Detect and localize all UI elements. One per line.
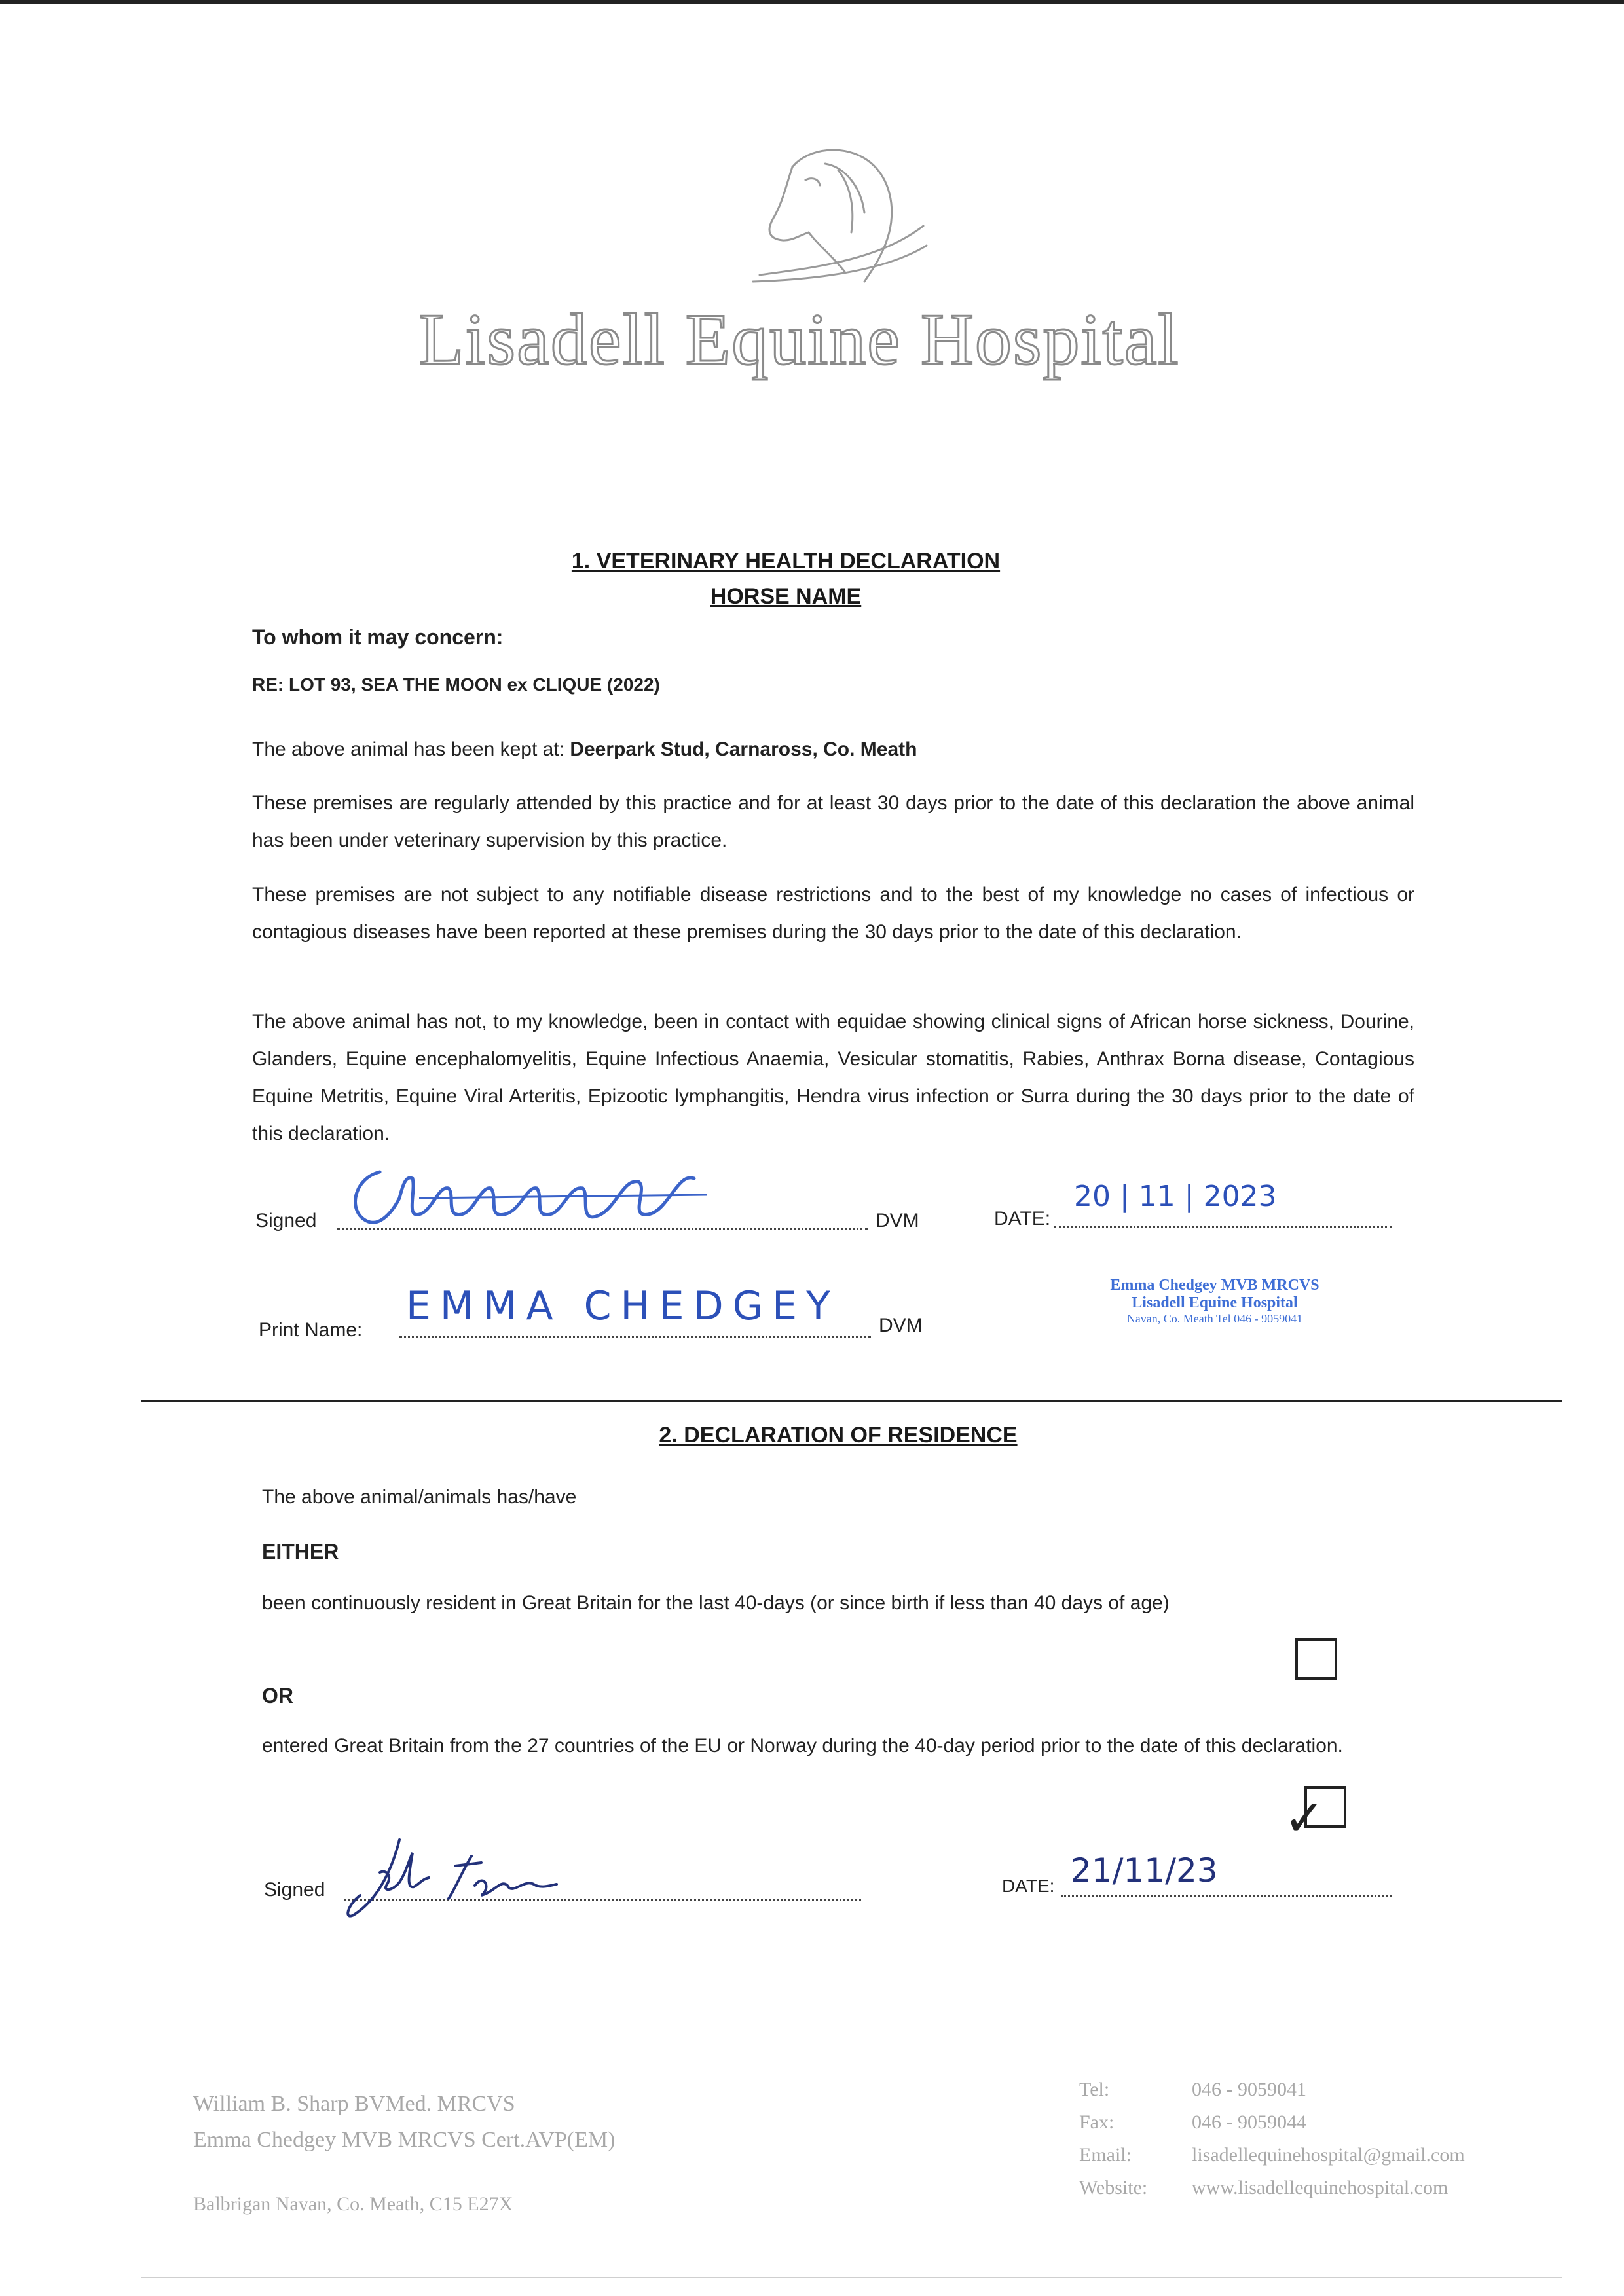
footer-vet-1: William B. Sharp BVMed. MRCVS xyxy=(193,2092,515,2116)
footer-fax-label: Fax: xyxy=(1079,2111,1115,2133)
dvm-label-1: DVM xyxy=(876,1210,919,1231)
footer-vet-2: Emma Chedgey MVB MRCVS Cert.AVP(EM) xyxy=(193,2128,616,2152)
section2-heading: 2. DECLARATION OF RESIDENCE xyxy=(659,1423,1018,1448)
vet-stamp xyxy=(1074,1277,1356,1326)
hospital-name: Lisadell Equine Hospital xyxy=(419,299,1180,380)
date-value-1: 20 | 11 | 2023 xyxy=(1074,1180,1277,1213)
footer-website-label: Website: xyxy=(1079,2177,1148,2198)
footer-tel-label: Tel: xyxy=(1079,2079,1110,2100)
re-line: RE: LOT 93, SEA THE MOON ex CLIQUE (2022) xyxy=(252,674,660,695)
top-border xyxy=(0,0,1624,4)
stamp-line-2: Lisadell Equine Hospital xyxy=(1132,1294,1298,1311)
footer-address: Balbrigan Navan, Co. Meath, C15 E27X xyxy=(193,2193,513,2215)
print-name-label: Print Name: xyxy=(259,1319,363,1341)
date-label-2: DATE: xyxy=(1002,1876,1055,1896)
signed-label-1: Signed xyxy=(255,1210,317,1231)
either-label: EITHER xyxy=(262,1540,339,1563)
footer-email-label: Email: xyxy=(1079,2144,1132,2166)
section1-heading: 1. VETERINARY HEALTH DECLARATION xyxy=(571,549,1001,574)
option-2-text: entered Great Britain from the 27 countries of the EU or Norway during the 40-day period prior to the date of this declaration. xyxy=(262,1735,1343,1757)
footer-website-value[interactable]: www.lisadellequinehospital.com xyxy=(1192,2177,1449,2198)
salutation: To whom it may concern: xyxy=(252,625,504,649)
signature-vet-handwritten xyxy=(341,1159,720,1237)
bottom-border xyxy=(141,2277,1562,2278)
paragraph-1: These premises are regularly attended by this practice and for at least 30 days prior to the date of this declaration the above animal has been under veterinary supervision by this practice. xyxy=(252,792,1414,851)
kept-at-label: The above animal has been kept at: xyxy=(252,738,564,760)
paragraph-2: These premises are not subject to any notifiable disease restrictions and to the best of my knowledge no cases of infectious or contagious diseases have been reported at these premises during the 30 days prior to the date of this declaration. xyxy=(252,884,1414,943)
option-1-text: been continuously resident in Great Britain for the last 40-days (or since birth if less than 40 days of age) xyxy=(262,1592,1170,1614)
horse-head-logo-icon xyxy=(747,141,930,291)
print-name-value: EMMA CHEDGEY xyxy=(406,1283,840,1329)
checkmark-icon: ✓ xyxy=(1283,1791,1325,1846)
option-1-checkbox[interactable] xyxy=(1295,1638,1337,1680)
paragraph-3: The above animal has not, to my knowledge, been in contact with equidae showing clinical signs of African horse sickness, Dourine, Glanders, Equine encephalomyelitis, Equine Infectious Anaemia, Vesicular stomatitis, Rabies, Anthrax Borna disease, Contagious Equine Metritis, Equine Viral Arteritis, Epizootic lymphangitis, Hendra virus infection or Surra during the 30 days prior to the date of this declaration. xyxy=(252,1011,1414,1144)
section1-subheading: HORSE NAME xyxy=(710,584,862,609)
date-value-2: 21/11/23 xyxy=(1071,1851,1218,1889)
dvm-label-2: DVM xyxy=(879,1315,923,1336)
kept-at-line xyxy=(252,738,917,761)
or-label: OR xyxy=(262,1684,293,1707)
stamp-line-3: Navan, Co. Meath Tel 046 - 9059041 xyxy=(1126,1312,1303,1325)
signed-label-2: Signed xyxy=(264,1879,325,1901)
footer-email-value[interactable]: lisadellequinehospital@gmail.com xyxy=(1192,2144,1465,2166)
stamp-line-1: Emma Chedgey MVB MRCVS xyxy=(1110,1277,1320,1294)
date-label-1: DATE: xyxy=(994,1208,1051,1230)
signature-owner-handwritten xyxy=(341,1833,563,1925)
footer-fax-value: 046 - 9059044 xyxy=(1192,2111,1306,2133)
section-divider xyxy=(141,1400,1562,1402)
kept-at-value: Deerpark Stud, Carnaross, Co. Meath xyxy=(570,738,917,760)
footer-tel-value: 046 - 9059041 xyxy=(1192,2079,1306,2100)
residence-intro: The above animal/animals has/have xyxy=(262,1486,577,1508)
